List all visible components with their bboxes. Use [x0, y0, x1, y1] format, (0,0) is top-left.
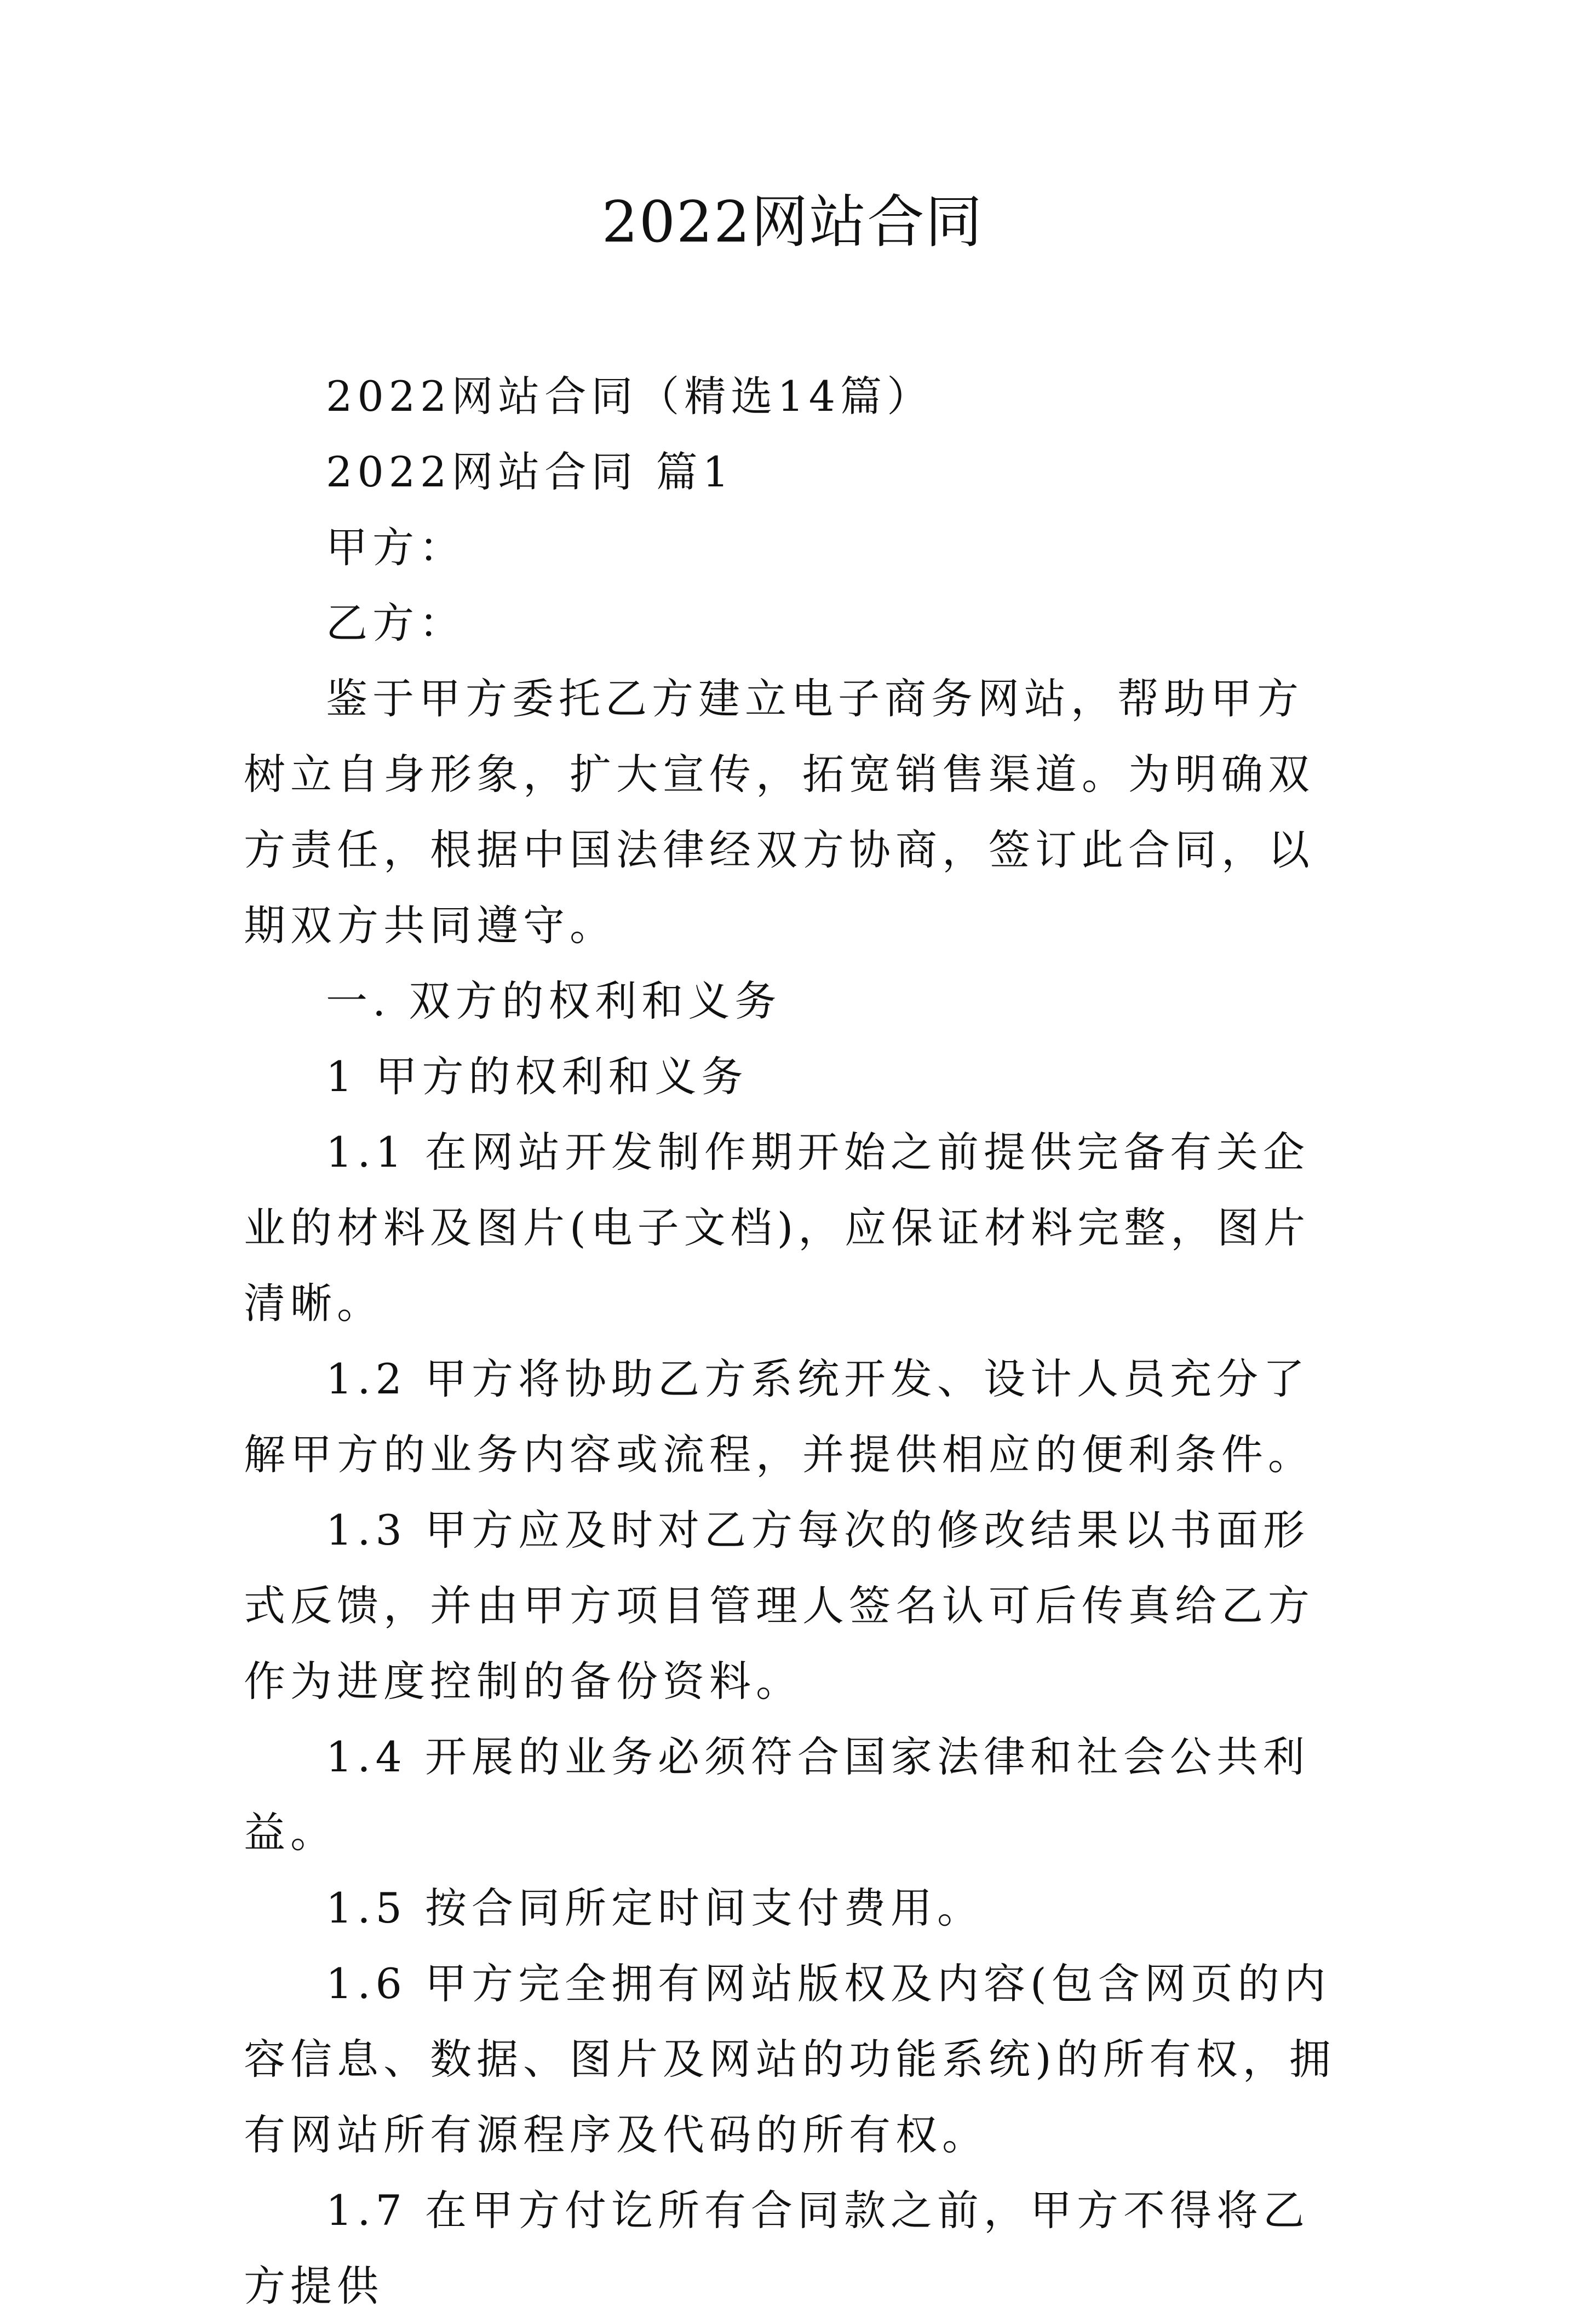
- paragraph-subtitle: 2022网站合同（精选14篇）: [326, 372, 934, 421]
- document-title: 2022网站合同: [601, 188, 984, 255]
- paragraph-section-heading: 2022网站合同 篇1: [326, 447, 734, 496]
- document-body: [244, 359, 1345, 2324]
- paragraph-clause-1-3: 1.3 甲方应及时对乙方每次的修改结果以书面形式反馈，并由甲方项目管理人签名认可后传真给乙方作为进度控制的备份资料。: [244, 1506, 1314, 1706]
- paragraph-subclause-heading: 1 甲方的权利和义务: [326, 1052, 748, 1101]
- paragraph-clause-1-4: 1.4 开展的业务必须符合国家法律和社会公共利益。: [244, 1732, 1310, 1857]
- paragraph-clause-1-5: 1.5 按合同所定时间支付费用。: [326, 1884, 984, 1932]
- paragraph-clause-1-6: 1.6 甲方完全拥有网站版权及内容(包含网页的内容信息、数据、图片及网站的功能系统)的所有权，拥有网站所有源程序及代码的所有权。: [244, 1959, 1336, 2159]
- paragraph-clause-1-7: 1.7 在甲方付讫所有合同款之前，甲方不得将乙方提供: [244, 2186, 1310, 2310]
- paragraph-clause-1-1: 1.1 在网站开发制作期开始之前提供完备有关企业的材料及图片(电子文档)，应保证材料完整，图片清晰。: [244, 1128, 1311, 1328]
- paragraph-clause-heading: 一. 双方的权利和义务: [326, 977, 782, 1025]
- paragraph-preamble: 鉴于甲方委托乙方建立电子商务网站，帮助甲方树立自身形象，扩大宣传，拓宽销售渠道。为明确双方责任，根据中国法律经双方协商，签订此合同，以期双方共同遵守。: [244, 674, 1314, 950]
- paragraph-clause-1-2: 1.2 甲方将协助乙方系统开发、设计人员充分了解甲方的业务内容或流程，并提供相应的便利条件。: [244, 1355, 1314, 1479]
- paragraph-party-a: 甲方：: [326, 523, 466, 572]
- paragraph-party-b: 乙方：: [326, 599, 466, 647]
